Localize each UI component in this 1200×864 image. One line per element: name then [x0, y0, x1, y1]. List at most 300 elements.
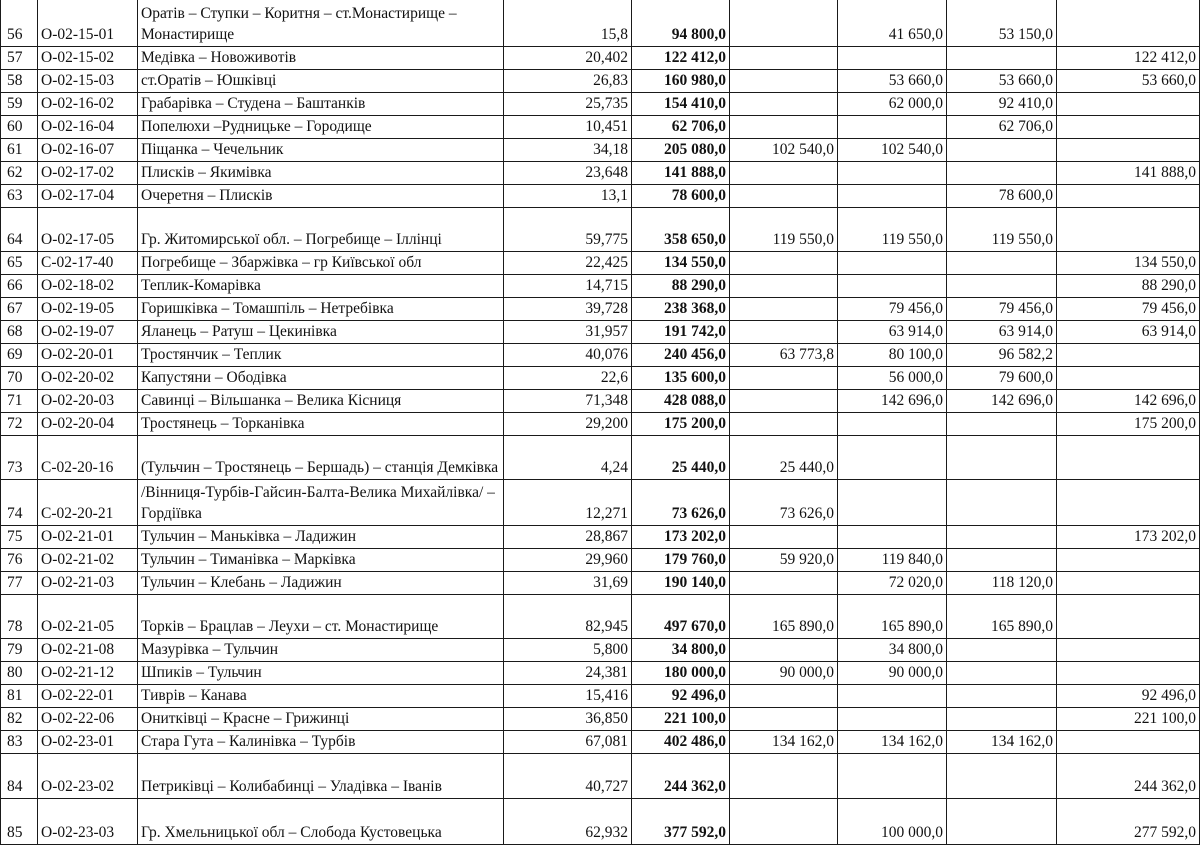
amount-col-2-cell: 63 914,0 [838, 321, 947, 344]
amount-col-3-cell [947, 480, 1057, 526]
table-row [1, 549, 1200, 572]
amount-col-2-cell [838, 252, 947, 275]
row-number-cell: 80 [1, 662, 38, 685]
row-number-cell: 59 [1, 93, 38, 116]
row-number-cell: 75 [1, 526, 38, 549]
amount-col-2-cell: 56 000,0 [838, 367, 947, 390]
table-row [1, 436, 1200, 480]
amount-col-3-cell [947, 526, 1057, 549]
amount-col-1-cell [730, 639, 838, 662]
total-amount-cell: 134 550,0 [632, 252, 730, 275]
amount-col-4-cell [1057, 344, 1200, 367]
length-km-cell: 31,69 [504, 572, 632, 595]
length-km-cell: 15,8 [504, 0, 632, 47]
length-km-cell: 22,6 [504, 367, 632, 390]
total-amount-cell: 240 456,0 [632, 344, 730, 367]
road-name-cell: Савинці – Вільшанка – Велика Кісниця [138, 390, 504, 413]
amount-col-4-cell: 79 456,0 [1057, 298, 1200, 321]
amount-col-3-cell [947, 639, 1057, 662]
amount-col-4-cell [1057, 595, 1200, 639]
road-code-cell: О-02-21-02 [38, 549, 138, 572]
amount-col-2-cell: 90 000,0 [838, 662, 947, 685]
length-km-cell: 22,425 [504, 252, 632, 275]
amount-col-2-cell [838, 754, 947, 799]
total-amount-cell: 135 600,0 [632, 367, 730, 390]
amount-col-3-cell: 62 706,0 [947, 116, 1057, 139]
amount-col-3-cell: 53 150,0 [947, 0, 1057, 47]
road-name-cell: Плисків – Якимівка [138, 162, 504, 185]
road-name-cell: Оратів – Ступки – Коритня – ст.Монастирище – Монастирище [138, 0, 504, 47]
table-row [1, 47, 1200, 70]
total-amount-cell: 34 800,0 [632, 639, 730, 662]
amount-col-4-cell [1057, 93, 1200, 116]
road-name-cell: Тульчин – Маньківка – Ладижин [138, 526, 504, 549]
row-number-cell: 72 [1, 413, 38, 436]
amount-col-3-cell [947, 275, 1057, 298]
length-km-cell: 39,728 [504, 298, 632, 321]
amount-col-2-cell [838, 436, 947, 480]
length-km-cell: 40,727 [504, 754, 632, 799]
amount-col-2-cell: 134 162,0 [838, 731, 947, 754]
row-number-cell: 71 [1, 390, 38, 413]
amount-col-1-cell: 102 540,0 [730, 139, 838, 162]
amount-col-2-cell [838, 47, 947, 70]
row-number-cell: 69 [1, 344, 38, 367]
row-number-cell: 58 [1, 70, 38, 93]
table-row [1, 275, 1200, 298]
road-code-cell: О-02-20-02 [38, 367, 138, 390]
amount-col-4-cell: 277 592,0 [1057, 799, 1200, 845]
road-code-cell: О-02-21-08 [38, 639, 138, 662]
amount-col-3-cell [947, 436, 1057, 480]
total-amount-cell: 141 888,0 [632, 162, 730, 185]
road-code-cell: О-02-17-04 [38, 185, 138, 208]
table-row [1, 162, 1200, 185]
amount-col-4-cell [1057, 549, 1200, 572]
total-amount-cell: 62 706,0 [632, 116, 730, 139]
table-row [1, 708, 1200, 731]
road-name-cell: Онитківці – Красне – Грижинці [138, 708, 504, 731]
amount-col-1-cell: 59 920,0 [730, 549, 838, 572]
amount-col-2-cell [838, 162, 947, 185]
table-row [1, 731, 1200, 754]
table-row [1, 93, 1200, 116]
amount-col-1-cell [730, 685, 838, 708]
length-km-cell: 20,402 [504, 47, 632, 70]
road-code-cell: О-02-23-02 [38, 754, 138, 799]
road-code-cell: О-02-16-07 [38, 139, 138, 162]
road-code-cell: О-02-16-02 [38, 93, 138, 116]
road-name-cell: Медівка – Новоживотів [138, 47, 504, 70]
amount-col-2-cell: 165 890,0 [838, 595, 947, 639]
row-number-cell: 76 [1, 549, 38, 572]
amount-col-2-cell [838, 708, 947, 731]
total-amount-cell: 244 362,0 [632, 754, 730, 799]
amount-col-2-cell [838, 185, 947, 208]
row-number-cell: 65 [1, 252, 38, 275]
amount-col-4-cell [1057, 139, 1200, 162]
road-name-cell: Тульчин – Тиманівка – Марківка [138, 549, 504, 572]
amount-col-2-cell: 102 540,0 [838, 139, 947, 162]
row-number-cell: 74 [1, 480, 38, 526]
total-amount-cell: 428 088,0 [632, 390, 730, 413]
amount-col-1-cell: 119 550,0 [730, 208, 838, 252]
row-number-cell: 61 [1, 139, 38, 162]
table-row [1, 413, 1200, 436]
length-km-cell: 14,715 [504, 275, 632, 298]
row-number-cell: 56 [1, 0, 38, 47]
length-km-cell: 4,24 [504, 436, 632, 480]
total-amount-cell: 497 670,0 [632, 595, 730, 639]
row-number-cell: 66 [1, 275, 38, 298]
amount-col-3-cell [947, 754, 1057, 799]
amount-col-4-cell: 53 660,0 [1057, 70, 1200, 93]
amount-col-2-cell: 79 456,0 [838, 298, 947, 321]
table-body [1, 0, 1200, 845]
amount-col-1-cell [730, 185, 838, 208]
amount-col-2-cell: 53 660,0 [838, 70, 947, 93]
road-name-cell: Стара Гута – Калинівка – Турбів [138, 731, 504, 754]
amount-col-4-cell [1057, 116, 1200, 139]
amount-col-2-cell: 100 000,0 [838, 799, 947, 845]
road-code-cell: О-02-19-05 [38, 298, 138, 321]
amount-col-3-cell: 53 660,0 [947, 70, 1057, 93]
road-code-cell: О-02-22-01 [38, 685, 138, 708]
table-row [1, 390, 1200, 413]
row-number-cell: 84 [1, 754, 38, 799]
row-number-cell: 62 [1, 162, 38, 185]
table-row [1, 480, 1200, 526]
amount-col-1-cell: 73 626,0 [730, 480, 838, 526]
amount-col-1-cell: 165 890,0 [730, 595, 838, 639]
table-row [1, 208, 1200, 252]
total-amount-cell: 180 000,0 [632, 662, 730, 685]
amount-col-3-cell: 142 696,0 [947, 390, 1057, 413]
amount-col-1-cell: 90 000,0 [730, 662, 838, 685]
amount-col-2-cell: 80 100,0 [838, 344, 947, 367]
row-number-cell: 57 [1, 47, 38, 70]
road-code-cell: О-02-20-01 [38, 344, 138, 367]
total-amount-cell: 122 412,0 [632, 47, 730, 70]
amount-col-3-cell [947, 708, 1057, 731]
road-code-cell: О-02-18-02 [38, 275, 138, 298]
road-name-cell: Яланець – Ратуш – Цекинівка [138, 321, 504, 344]
table-row [1, 754, 1200, 799]
road-code-cell: О-02-21-05 [38, 595, 138, 639]
amount-col-1-cell [730, 390, 838, 413]
amount-col-1-cell: 25 440,0 [730, 436, 838, 480]
road-code-cell: О-02-21-03 [38, 572, 138, 595]
road-name-cell: Гр. Хмельницької обл – Слобода Кустовецька [138, 799, 504, 845]
amount-col-2-cell: 41 650,0 [838, 0, 947, 47]
length-km-cell: 23,648 [504, 162, 632, 185]
row-number-cell: 79 [1, 639, 38, 662]
row-number-cell: 81 [1, 685, 38, 708]
road-code-cell: С-02-17-40 [38, 252, 138, 275]
road-name-cell: (Тульчин – Тростянець – Бершадь) – станція Демківка [138, 436, 504, 480]
table-row [1, 139, 1200, 162]
road-code-cell: О-02-23-03 [38, 799, 138, 845]
length-km-cell: 25,735 [504, 93, 632, 116]
amount-col-2-cell: 142 696,0 [838, 390, 947, 413]
amount-col-1-cell [730, 799, 838, 845]
amount-col-1-cell [730, 116, 838, 139]
length-km-cell: 5,800 [504, 639, 632, 662]
amount-col-2-cell: 62 000,0 [838, 93, 947, 116]
road-name-cell: Горишківка – Томашпіль – Нетребівка [138, 298, 504, 321]
length-km-cell: 12,271 [504, 480, 632, 526]
road-code-cell: О-02-17-02 [38, 162, 138, 185]
total-amount-cell: 179 760,0 [632, 549, 730, 572]
length-km-cell: 28,867 [504, 526, 632, 549]
length-km-cell: 82,945 [504, 595, 632, 639]
road-name-cell: Тульчин – Клебань – Ладижин [138, 572, 504, 595]
road-code-cell: О-02-21-12 [38, 662, 138, 685]
row-number-cell: 77 [1, 572, 38, 595]
row-number-cell: 73 [1, 436, 38, 480]
road-name-cell: Піщанка – Чечельник [138, 139, 504, 162]
length-km-cell: 26,83 [504, 70, 632, 93]
total-amount-cell: 88 290,0 [632, 275, 730, 298]
amount-col-4-cell [1057, 208, 1200, 252]
road-code-cell: С-02-20-16 [38, 436, 138, 480]
table-row [1, 639, 1200, 662]
amount-col-1-cell [730, 572, 838, 595]
amount-col-4-cell [1057, 639, 1200, 662]
total-amount-cell: 92 496,0 [632, 685, 730, 708]
road-name-cell: ст.Оратів – Юшківці [138, 70, 504, 93]
amount-col-1-cell [730, 275, 838, 298]
road-name-cell: /Вінниця-Турбів-Гайсин-Балта-Велика Михайлівка/ – Гордіївка [138, 480, 504, 526]
amount-col-4-cell: 92 496,0 [1057, 685, 1200, 708]
total-amount-cell: 190 140,0 [632, 572, 730, 595]
row-number-cell: 83 [1, 731, 38, 754]
amount-col-4-cell: 122 412,0 [1057, 47, 1200, 70]
amount-col-4-cell: 173 202,0 [1057, 526, 1200, 549]
total-amount-cell: 358 650,0 [632, 208, 730, 252]
amount-col-4-cell: 244 362,0 [1057, 754, 1200, 799]
amount-col-4-cell: 142 696,0 [1057, 390, 1200, 413]
amount-col-3-cell: 96 582,2 [947, 344, 1057, 367]
row-number-cell: 67 [1, 298, 38, 321]
road-name-cell: Гр. Житомирської обл. – Погребище – Іллінці [138, 208, 504, 252]
amount-col-3-cell [947, 139, 1057, 162]
amount-col-3-cell [947, 662, 1057, 685]
amount-col-3-cell [947, 549, 1057, 572]
length-km-cell: 71,348 [504, 390, 632, 413]
amount-col-2-cell [838, 116, 947, 139]
amount-col-1-cell [730, 526, 838, 549]
road-name-cell: Тростянчик – Теплик [138, 344, 504, 367]
length-km-cell: 10,451 [504, 116, 632, 139]
amount-col-3-cell: 119 550,0 [947, 208, 1057, 252]
amount-col-4-cell [1057, 0, 1200, 47]
total-amount-cell: 154 410,0 [632, 93, 730, 116]
length-km-cell: 62,932 [504, 799, 632, 845]
table-row [1, 70, 1200, 93]
table-row [1, 0, 1200, 47]
table-row [1, 185, 1200, 208]
table-row [1, 116, 1200, 139]
total-amount-cell: 191 742,0 [632, 321, 730, 344]
table-row [1, 298, 1200, 321]
amount-col-3-cell: 92 410,0 [947, 93, 1057, 116]
amount-col-4-cell [1057, 185, 1200, 208]
table-row [1, 572, 1200, 595]
table-row [1, 595, 1200, 639]
amount-col-1-cell [730, 93, 838, 116]
amount-col-2-cell [838, 413, 947, 436]
amount-col-1-cell: 63 773,8 [730, 344, 838, 367]
amount-col-1-cell: 134 162,0 [730, 731, 838, 754]
road-code-cell: О-02-15-03 [38, 70, 138, 93]
amount-col-1-cell [730, 70, 838, 93]
road-code-cell: О-02-16-04 [38, 116, 138, 139]
road-name-cell: Тростянець – Торканівка [138, 413, 504, 436]
road-name-cell: Капустяни – Ободівка [138, 367, 504, 390]
total-amount-cell: 78 600,0 [632, 185, 730, 208]
length-km-cell: 40,076 [504, 344, 632, 367]
amount-col-3-cell [947, 252, 1057, 275]
amount-col-4-cell: 134 550,0 [1057, 252, 1200, 275]
road-code-cell: О-02-21-01 [38, 526, 138, 549]
road-code-cell: О-02-15-02 [38, 47, 138, 70]
row-number-cell: 78 [1, 595, 38, 639]
amount-col-3-cell: 79 456,0 [947, 298, 1057, 321]
table-row [1, 662, 1200, 685]
amount-col-3-cell [947, 162, 1057, 185]
amount-col-4-cell: 221 100,0 [1057, 708, 1200, 731]
total-amount-cell: 175 200,0 [632, 413, 730, 436]
length-km-cell: 29,960 [504, 549, 632, 572]
length-km-cell: 13,1 [504, 185, 632, 208]
amount-col-3-cell [947, 47, 1057, 70]
amount-col-3-cell: 118 120,0 [947, 572, 1057, 595]
amount-col-4-cell: 63 914,0 [1057, 321, 1200, 344]
total-amount-cell: 221 100,0 [632, 708, 730, 731]
length-km-cell: 36,850 [504, 708, 632, 731]
road-name-cell: Торків – Брацлав – Леухи – ст. Монастирище [138, 595, 504, 639]
length-km-cell: 31,957 [504, 321, 632, 344]
road-name-cell: Попелюхи –Рудницьке – Городище [138, 116, 504, 139]
total-amount-cell: 73 626,0 [632, 480, 730, 526]
amount-col-4-cell: 88 290,0 [1057, 275, 1200, 298]
table-row [1, 526, 1200, 549]
row-number-cell: 82 [1, 708, 38, 731]
total-amount-cell: 205 080,0 [632, 139, 730, 162]
amount-col-2-cell: 119 840,0 [838, 549, 947, 572]
row-number-cell: 85 [1, 799, 38, 845]
road-name-cell: Очеретня – Плисків [138, 185, 504, 208]
table-row [1, 799, 1200, 845]
amount-col-2-cell [838, 275, 947, 298]
total-amount-cell: 173 202,0 [632, 526, 730, 549]
road-name-cell: Мазурівка – Тульчин [138, 639, 504, 662]
amount-col-2-cell: 72 020,0 [838, 572, 947, 595]
length-km-cell: 15,416 [504, 685, 632, 708]
amount-col-3-cell: 79 600,0 [947, 367, 1057, 390]
amount-col-3-cell [947, 799, 1057, 845]
amount-col-4-cell [1057, 572, 1200, 595]
row-number-cell: 63 [1, 185, 38, 208]
amount-col-1-cell [730, 708, 838, 731]
road-name-cell: Тиврів – Канава [138, 685, 504, 708]
amount-col-4-cell [1057, 436, 1200, 480]
amount-col-2-cell [838, 480, 947, 526]
road-name-cell: Грабарівка – Студена – Баштанків [138, 93, 504, 116]
amount-col-1-cell [730, 47, 838, 70]
total-amount-cell: 25 440,0 [632, 436, 730, 480]
amount-col-2-cell: 119 550,0 [838, 208, 947, 252]
amount-col-1-cell [730, 754, 838, 799]
amount-col-1-cell [730, 298, 838, 321]
amount-col-4-cell [1057, 367, 1200, 390]
amount-col-1-cell [730, 321, 838, 344]
road-code-cell: О-02-20-04 [38, 413, 138, 436]
road-name-cell: Погребище – Збаржівка – гр Київської обл [138, 252, 504, 275]
amount-col-1-cell [730, 413, 838, 436]
row-number-cell: 60 [1, 116, 38, 139]
amount-col-3-cell: 134 162,0 [947, 731, 1057, 754]
table-row [1, 344, 1200, 367]
road-code-cell: С-02-20-21 [38, 480, 138, 526]
amount-col-1-cell [730, 0, 838, 47]
road-name-cell: Петриківці – Колибабинці – Уладівка – Іванів [138, 754, 504, 799]
table-row [1, 321, 1200, 344]
road-name-cell: Теплик-Комарівка [138, 275, 504, 298]
amount-col-2-cell [838, 526, 947, 549]
table-row [1, 367, 1200, 390]
amount-col-4-cell [1057, 662, 1200, 685]
road-code-cell: О-02-23-01 [38, 731, 138, 754]
amount-col-3-cell [947, 685, 1057, 708]
total-amount-cell: 160 980,0 [632, 70, 730, 93]
row-number-cell: 68 [1, 321, 38, 344]
amount-col-4-cell [1057, 480, 1200, 526]
length-km-cell: 24,381 [504, 662, 632, 685]
length-km-cell: 59,775 [504, 208, 632, 252]
amount-col-4-cell [1057, 731, 1200, 754]
table-row [1, 252, 1200, 275]
length-km-cell: 67,081 [504, 731, 632, 754]
road-code-cell: О-02-22-06 [38, 708, 138, 731]
length-km-cell: 34,18 [504, 139, 632, 162]
length-km-cell: 29,200 [504, 413, 632, 436]
amount-col-4-cell: 141 888,0 [1057, 162, 1200, 185]
amount-col-1-cell [730, 367, 838, 390]
amount-col-3-cell: 63 914,0 [947, 321, 1057, 344]
road-name-cell: Шпиків – Тульчин [138, 662, 504, 685]
total-amount-cell: 238 368,0 [632, 298, 730, 321]
row-number-cell: 64 [1, 208, 38, 252]
amount-col-2-cell [838, 685, 947, 708]
amount-col-2-cell: 34 800,0 [838, 639, 947, 662]
amount-col-1-cell [730, 162, 838, 185]
road-code-cell: О-02-17-05 [38, 208, 138, 252]
amount-col-3-cell [947, 413, 1057, 436]
amount-col-3-cell: 165 890,0 [947, 595, 1057, 639]
table-row [1, 685, 1200, 708]
road-code-cell: О-02-19-07 [38, 321, 138, 344]
total-amount-cell: 377 592,0 [632, 799, 730, 845]
row-number-cell: 70 [1, 367, 38, 390]
amount-col-3-cell: 78 600,0 [947, 185, 1057, 208]
road-code-cell: О-02-20-03 [38, 390, 138, 413]
total-amount-cell: 94 800,0 [632, 0, 730, 47]
total-amount-cell: 402 486,0 [632, 731, 730, 754]
amount-col-1-cell [730, 252, 838, 275]
road-code-cell: О-02-15-01 [38, 0, 138, 47]
